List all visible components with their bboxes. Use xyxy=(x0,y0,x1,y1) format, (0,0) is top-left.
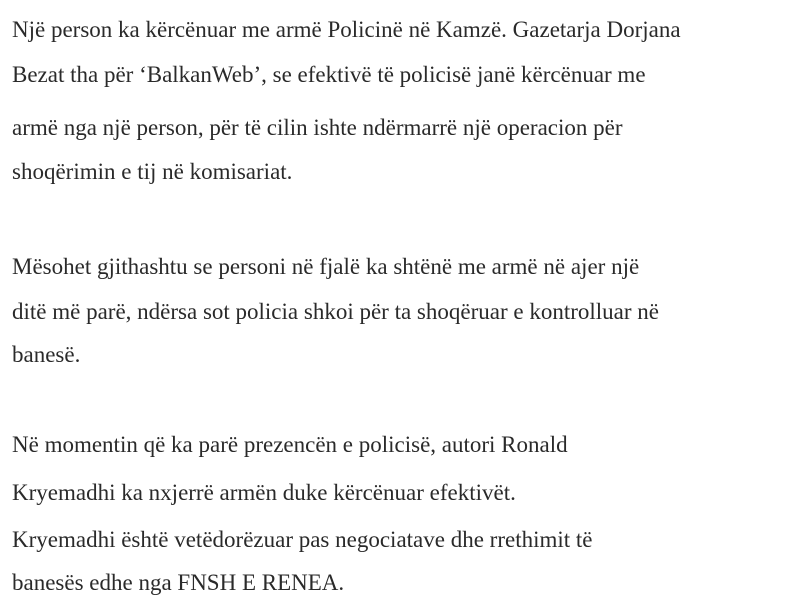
text-line-content: shoqërimin e tij në komisariat. xyxy=(12,159,293,184)
text-line-content: Kryemadhi ka nxjerrë armën duke kërcënuar efektivët. xyxy=(12,480,516,505)
text-line-content: Mësohet gjithashtu se personi në fjalë ka shtënë me armë në ajer një xyxy=(12,254,640,279)
text-line-content: banesë. xyxy=(12,342,81,367)
text-line-content: Kryemadhi është vetëdorëzuar pas negociatave dhe rrethimit të xyxy=(12,527,593,552)
text-line-content: ditë më parë, ndërsa sot policia shkoi për ta shoqëruar e kontrolluar në xyxy=(12,299,659,324)
text-line-content: armë nga një person, për të cilin ishte ndërmarrë një operacion për xyxy=(12,115,623,140)
text-line-content: Në momentin që ka parë prezencën e policisë, autori Ronald xyxy=(12,432,568,457)
text-line-content: Bezat tha për ‘BalkanWeb’, se efektivë të policisë janë kërcënuar me xyxy=(12,62,646,87)
text-line-content: banesës edhe nga FNSH E RENEA. xyxy=(12,570,345,595)
text-line-content: Një person ka kërcënuar me armë Policinë në Kamzë. Gazetarja Dorjana xyxy=(12,17,681,42)
